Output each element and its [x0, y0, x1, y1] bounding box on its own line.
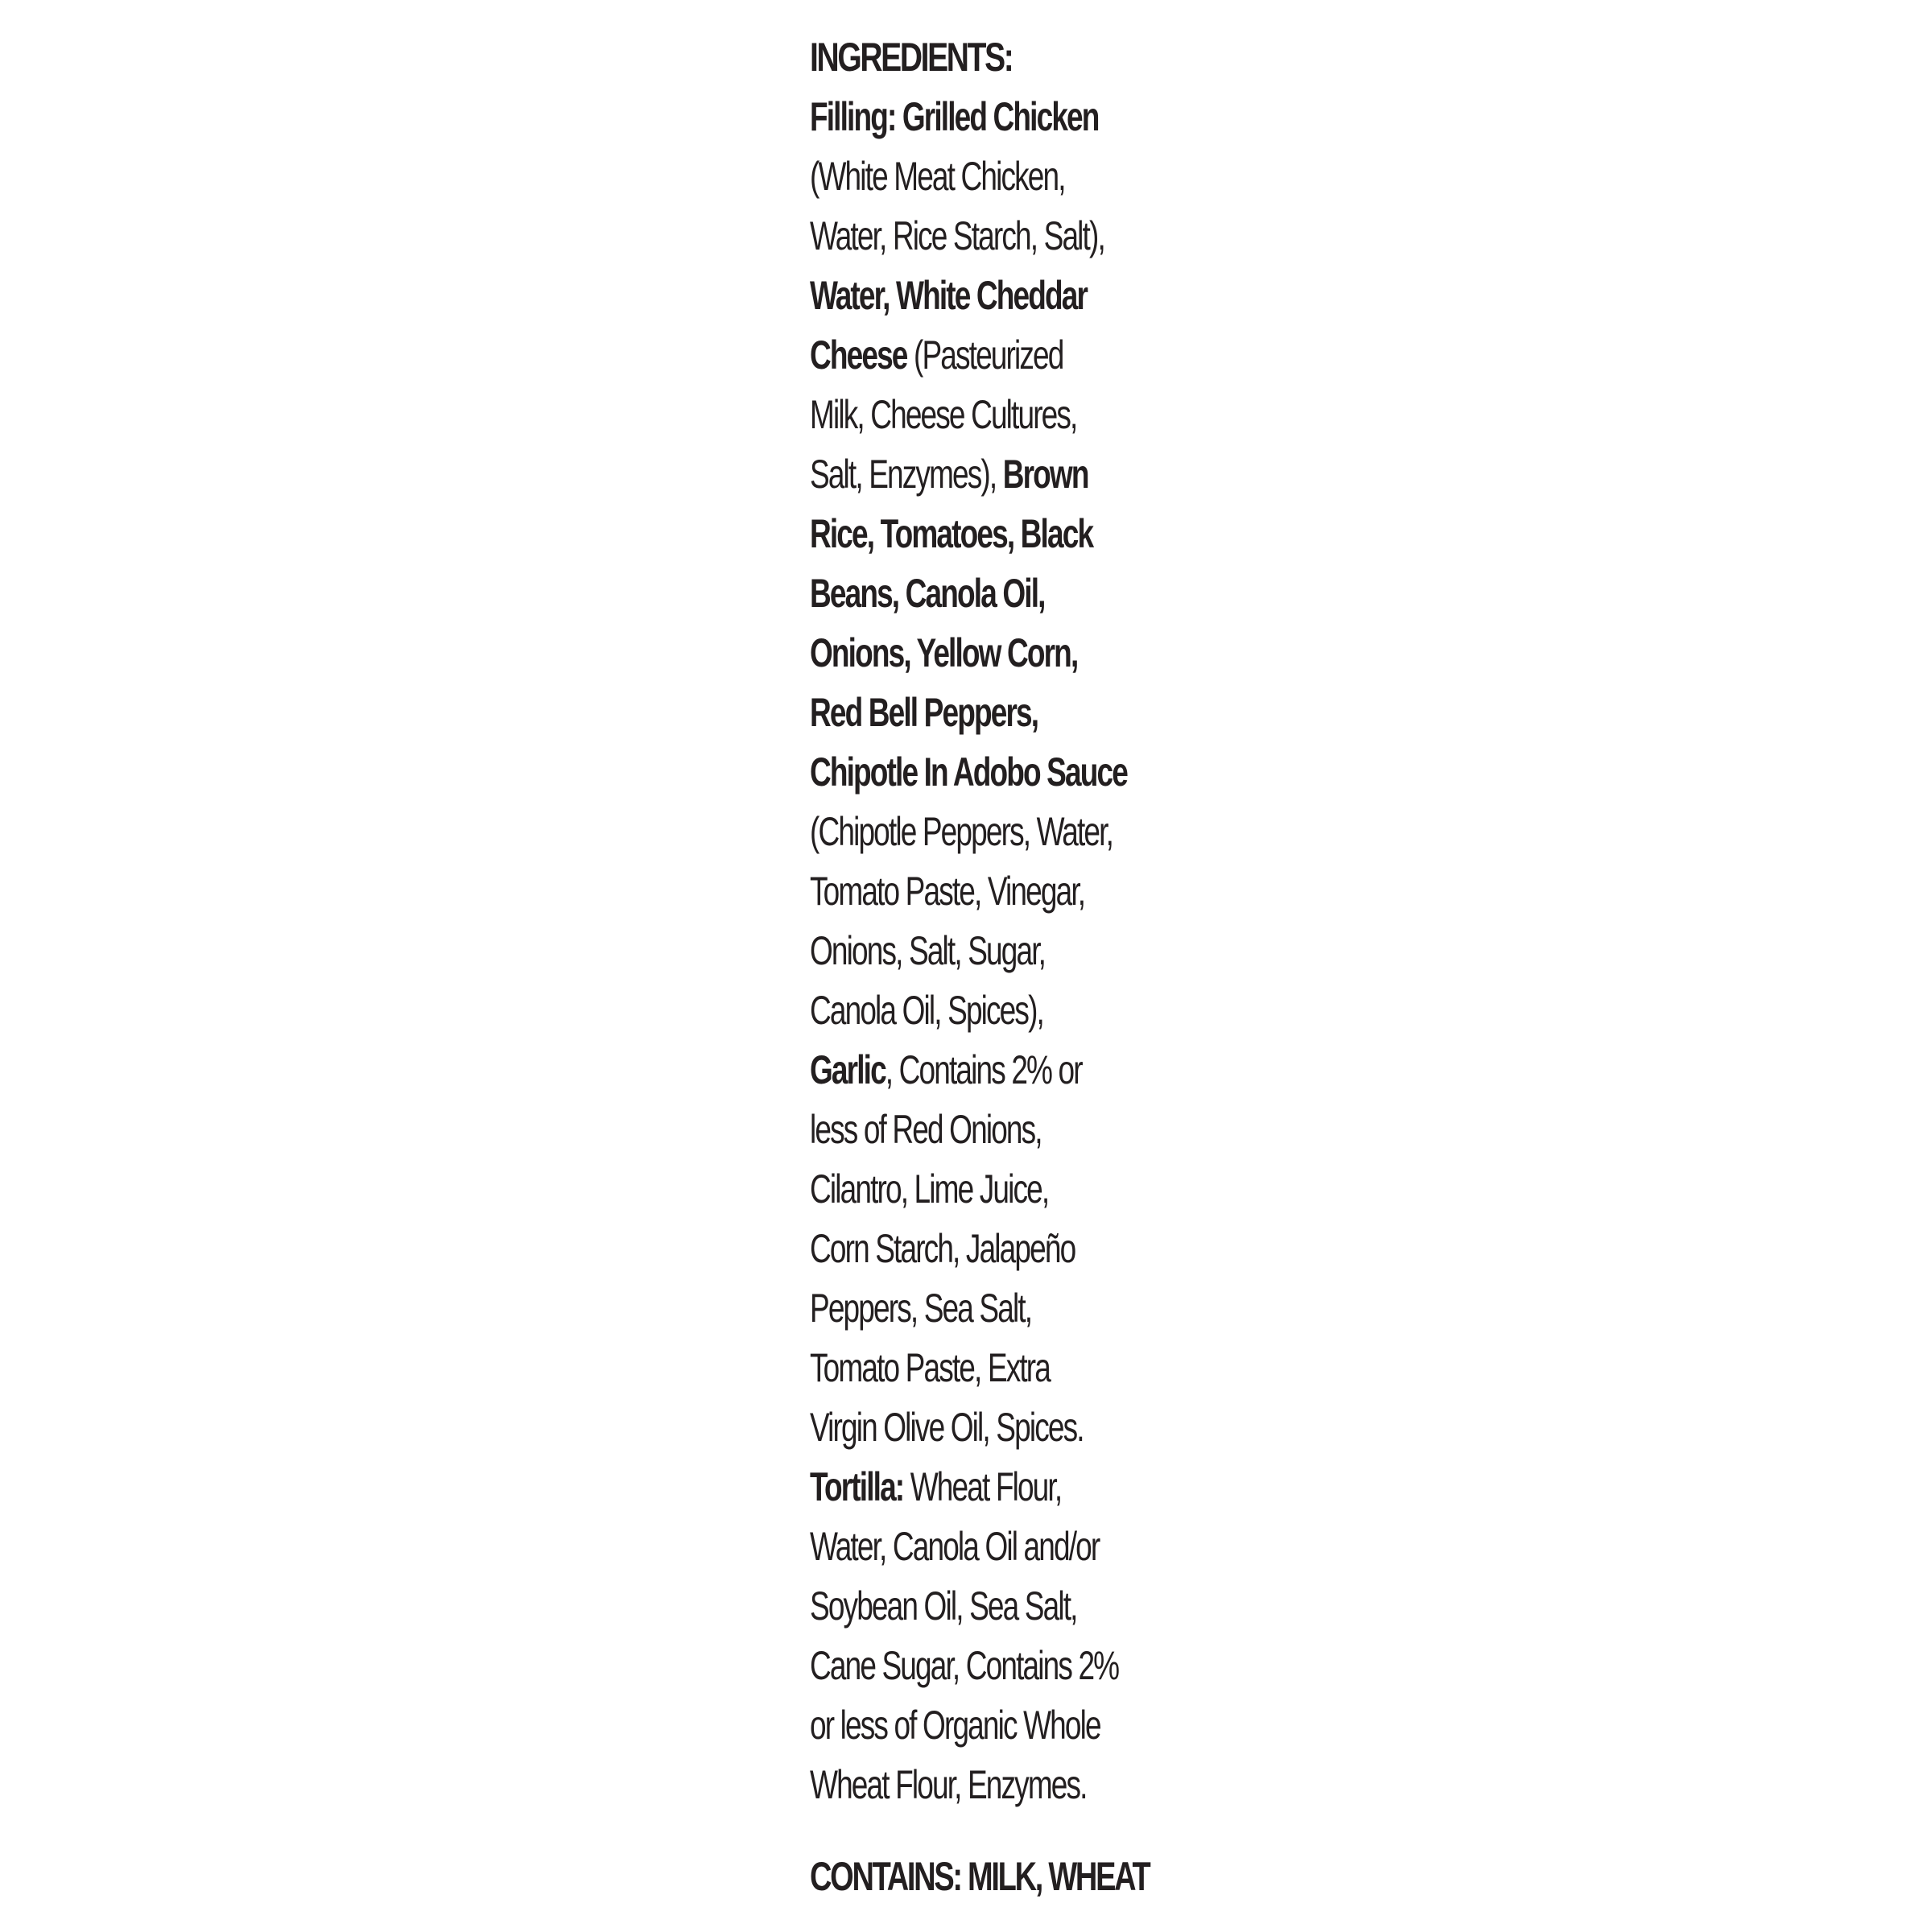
ingredient-bold-text: Filling: Grilled Chicken — [810, 94, 1099, 139]
ingredient-text: Wheat Flour, — [903, 1464, 1062, 1509]
ingredient-line — [810, 1040, 1090, 1100]
ingredient-line — [810, 504, 1093, 564]
ingredient-line — [810, 385, 1090, 444]
ingredient-line — [810, 1159, 1090, 1219]
ingredient-line — [810, 1100, 1090, 1159]
ingredients-list — [810, 87, 1188, 1814]
ingredient-line — [810, 1636, 1119, 1695]
ingredient-text: Peppers, Sea Salt, — [810, 1286, 1032, 1331]
ingredient-line — [810, 1338, 1090, 1397]
ingredient-text: Milk, Cheese Cultures, — [810, 392, 1077, 437]
ingredients-heading: INGREDIENTS: — [810, 35, 1013, 80]
ingredient-bold-text: Beans, Canola Oil, — [810, 571, 1045, 616]
ingredient-text: Virgin Olive Oil, Spices. — [810, 1405, 1084, 1450]
allergen-statement: CONTAINS: MILK, WHEAT — [810, 1854, 1150, 1899]
ingredient-text: , Contains 2% or — [885, 1047, 1082, 1092]
ingredient-line — [810, 742, 1127, 802]
ingredient-line — [810, 266, 1090, 325]
ingredient-text: Corn Starch, Jalapeño — [810, 1226, 1075, 1271]
ingredient-text: Onions, Salt, Sugar, — [810, 928, 1046, 973]
ingredient-text: (Pasteurized — [906, 332, 1063, 378]
ingredient-line — [810, 206, 1104, 266]
ingredient-text: or less of Organic Whole — [810, 1703, 1100, 1748]
ingredient-text: Water, Canola Oil and/or — [810, 1524, 1100, 1569]
ingredient-bold-text: Brown — [1002, 452, 1088, 497]
ingredient-text: (Chipotle Peppers, Water, — [810, 809, 1113, 854]
ingredient-line — [810, 623, 1090, 683]
ingredient-bold-text: Red Bell Peppers, — [810, 690, 1038, 735]
ingredient-line — [810, 1457, 1090, 1517]
ingredient-text: Canola Oil, Spices), — [810, 988, 1043, 1033]
ingredient-line — [810, 1397, 1090, 1457]
ingredient-bold-text: Garlic — [810, 1047, 886, 1092]
ingredient-text: (White Meat Chicken, — [810, 154, 1065, 199]
ingredient-line — [810, 444, 1090, 504]
ingredient-line — [810, 921, 1090, 980]
ingredient-line — [810, 1755, 1090, 1814]
ingredient-text: less of Red Onions, — [810, 1107, 1042, 1152]
ingredient-text: Tomato Paste, Vinegar, — [810, 869, 1085, 914]
ingredient-line — [810, 980, 1090, 1040]
ingredient-text: Soybean Oil, Sea Salt, — [810, 1583, 1077, 1629]
ingredient-text: Tomato Paste, Extra — [810, 1345, 1051, 1390]
ingredient-bold-text: Cheese — [810, 332, 907, 378]
ingredient-line — [810, 861, 1090, 921]
ingredient-line — [810, 1695, 1100, 1755]
ingredient-line — [810, 147, 1090, 206]
ingredient-text: Salt, Enzymes), — [810, 452, 1003, 497]
ingredient-bold-text: Tortilla: — [810, 1464, 904, 1509]
ingredient-line — [810, 1576, 1090, 1636]
ingredient-bold-text: Chipotle In Adobo Sauce — [810, 749, 1127, 795]
ingredient-text: Cilantro, Lime Juice, — [810, 1166, 1049, 1212]
ingredient-line — [810, 1219, 1090, 1278]
ingredient-line — [810, 87, 1099, 147]
ingredient-line — [810, 564, 1090, 623]
ingredient-line — [810, 1278, 1090, 1338]
ingredient-line — [810, 683, 1090, 742]
ingredient-line — [810, 1517, 1100, 1576]
ingredient-line — [810, 325, 1090, 385]
ingredient-line — [810, 802, 1113, 861]
ingredient-bold-text: Rice, Tomatoes, Black — [810, 511, 1093, 556]
ingredient-text: Wheat Flour, Enzymes. — [810, 1762, 1087, 1807]
ingredient-bold-text: Water, White Cheddar — [810, 273, 1088, 318]
ingredient-bold-text: Onions, Yellow Corn, — [810, 630, 1078, 675]
ingredients-panel — [810, 27, 1188, 1906]
ingredient-text: Water, Rice Starch, Salt), — [810, 213, 1104, 258]
ingredient-text: Cane Sugar, Contains 2% — [810, 1643, 1119, 1688]
